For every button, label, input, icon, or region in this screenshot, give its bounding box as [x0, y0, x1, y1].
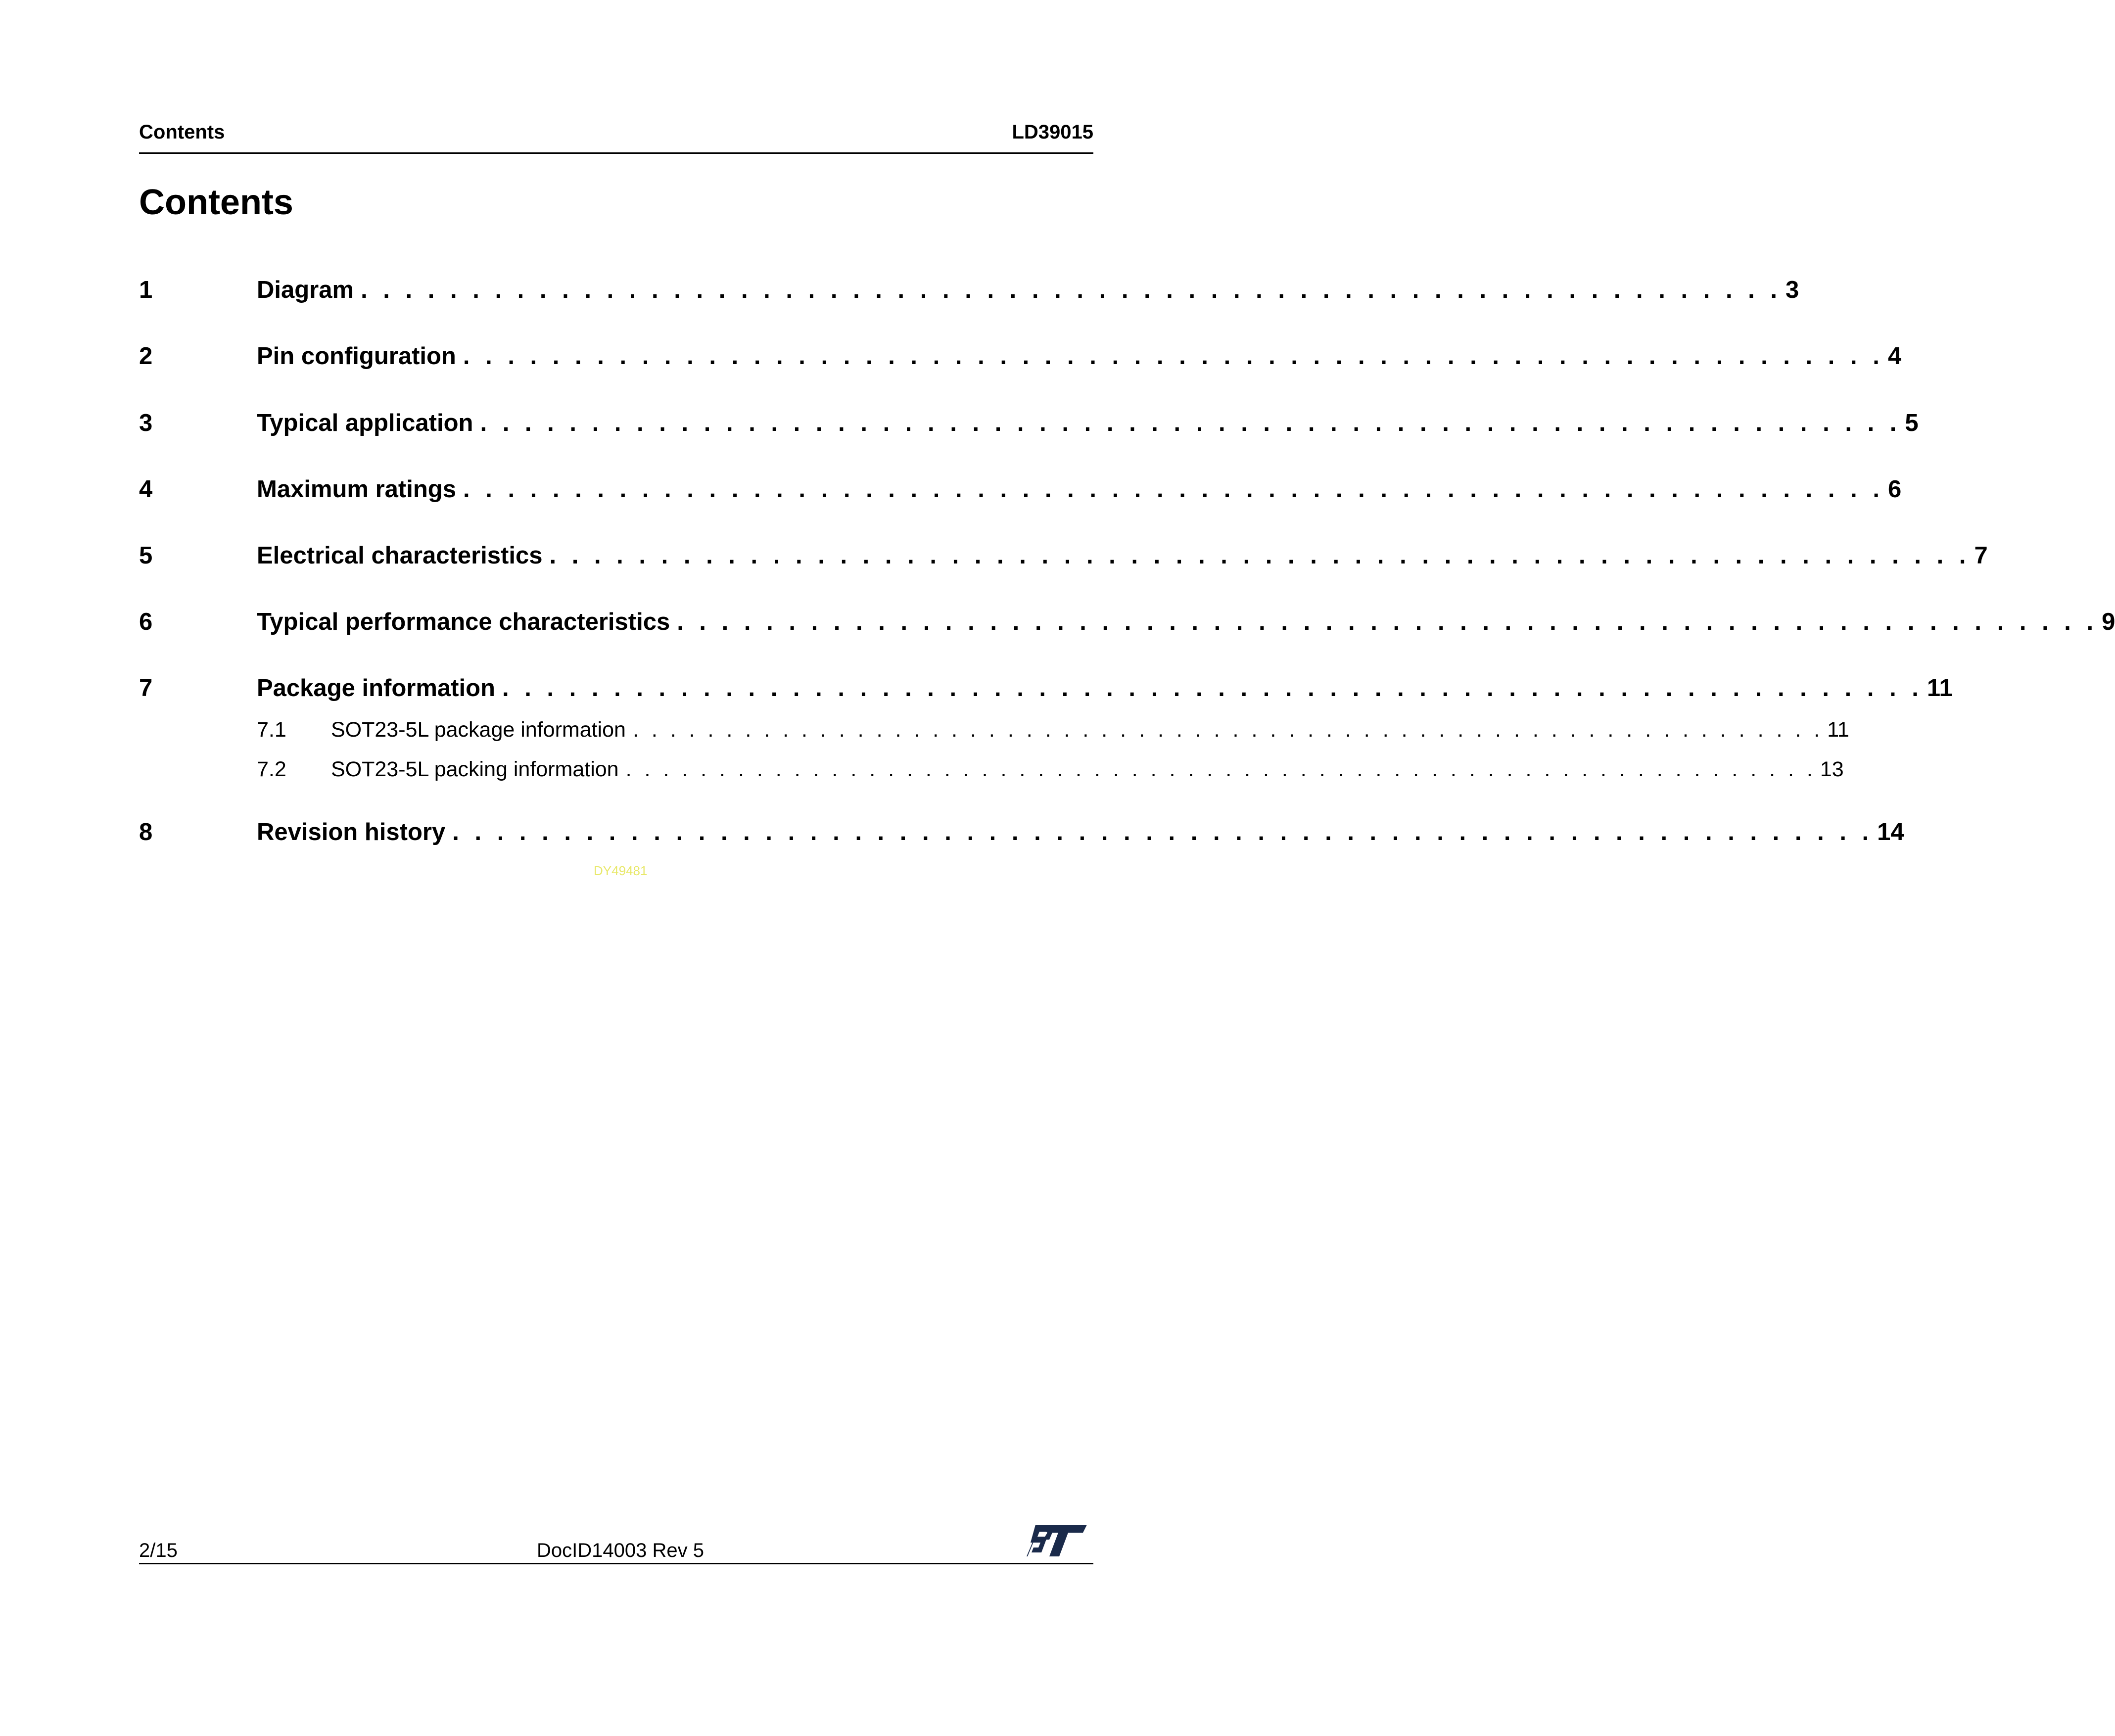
toc-title[interactable]: Revision history [257, 819, 446, 845]
toc-entry-4[interactable] [139, 475, 1902, 503]
toc-page-number[interactable]: 11 [1827, 718, 1849, 742]
toc-number: 5 [139, 542, 153, 569]
toc-page-number[interactable]: 11 [1927, 675, 1953, 702]
header-section-title: Contents [139, 121, 225, 143]
header-part-number: LD39015 [1012, 121, 1093, 143]
toc-number: 2 [139, 343, 153, 370]
toc-leader-dots: . . . . . . . . . . . . . . . . . . . . . . . . . . . . . . . . . . . . . . . . . . . . . . . . . . . . . . . . . . . . . . . . [677, 609, 2098, 635]
page-title: Contents [139, 183, 293, 222]
toc-number: 1 [139, 277, 153, 303]
toc-title[interactable]: Diagram [257, 277, 354, 303]
toc-number: 6 [139, 609, 153, 635]
watermark-text: DY49481 [594, 863, 648, 878]
toc-title[interactable]: Electrical characteristics [257, 542, 543, 569]
toc-page-number[interactable]: 5 [1905, 410, 1919, 436]
toc-page-number[interactable]: 3 [1786, 277, 1799, 303]
toc-leader-dots: . . . . . . . . . . . . . . . . . . . . . . . . . . . . . . . . . . . . . . . . . . . . . . . . . . . . . . . . . . . . . . . . [625, 757, 1816, 781]
toc-leader-dots: . . . . . . . . . . . . . . . . . . . . . . . . . . . . . . . . . . . . . . . . . . . . . . . . . . . . . . . . . . . . . . . . [549, 542, 1971, 569]
toc-leader-dots: . . . . . . . . . . . . . . . . . . . . . . . . . . . . . . . . . . . . . . . . . . . . . . . . . . . . . . . . . . . . . . . . [502, 675, 1923, 702]
toc-title[interactable]: Pin configuration [257, 343, 456, 370]
toc-number: 3 [139, 410, 153, 436]
toc-page-number[interactable]: 14 [1877, 819, 1904, 845]
toc-page-number[interactable]: 4 [1887, 343, 1902, 370]
toc-leader-dots: . . . . . . . . . . . . . . . . . . . . . . . . . . . . . . . . . . . . . . . . . . . . . . . . . . . . . . . . . . . . . . . . [480, 410, 1901, 436]
toc-entry-5[interactable] [139, 542, 1988, 569]
toc-number: 7.1 [257, 718, 286, 742]
toc-entry-3[interactable] [139, 409, 1919, 437]
header-rule [139, 152, 1093, 154]
toc-entry-1[interactable] [139, 276, 1799, 304]
toc-title[interactable]: Package information [257, 675, 495, 702]
toc-number: 7.2 [257, 757, 286, 781]
toc-page-number[interactable]: 6 [1887, 476, 1902, 503]
toc-leader-dots: . . . . . . . . . . . . . . . . . . . . . . . . . . . . . . . . . . . . . . . . . . . . . . . . . . . . . . . . . . . . . . . . [632, 718, 1824, 742]
toc-entry-8[interactable] [139, 818, 1904, 846]
toc-title[interactable]: SOT23-5L package information [331, 718, 626, 742]
toc-title[interactable]: Typical application [257, 410, 473, 436]
toc-entry-7-1[interactable] [139, 718, 1849, 742]
toc-entry-7[interactable] [139, 674, 1953, 702]
toc-number: 4 [139, 476, 153, 503]
toc-entry-7-2[interactable] [139, 757, 1844, 782]
toc-leader-dots: . . . . . . . . . . . . . . . . . . . . . . . . . . . . . . . . . . . . . . . . . . . . . . . . . . . . . . . . . . . . . . . . [361, 277, 1782, 303]
toc-leader-dots: . . . . . . . . . . . . . . . . . . . . . . . . . . . . . . . . . . . . . . . . . . . . . . . . . . . . . . . . . . . . . . . . [452, 819, 1874, 845]
toc-title[interactable]: Maximum ratings [257, 476, 456, 503]
toc-leader-dots: . . . . . . . . . . . . . . . . . . . . . . . . . . . . . . . . . . . . . . . . . . . . . . . . . . . . . . . . . . . . . . . . [463, 476, 1884, 503]
toc-entry-2[interactable] [139, 342, 1902, 370]
toc-page-number[interactable]: 7 [1974, 542, 1988, 569]
toc-leader-dots: . . . . . . . . . . . . . . . . . . . . . . . . . . . . . . . . . . . . . . . . . . . . . . . . . . . . . . . . . . . . . . . . [463, 343, 1884, 370]
st-logo-icon [1027, 1523, 1088, 1558]
footer-page-number: 2/15 [139, 1540, 178, 1561]
toc-page-number[interactable]: 13 [1820, 757, 1844, 781]
footer-doc-id: DocID14003 Rev 5 [537, 1540, 704, 1561]
toc-title[interactable]: SOT23-5L packing information [331, 757, 619, 781]
toc-number: 8 [139, 819, 153, 845]
toc-title[interactable]: Typical performance characteristics [257, 609, 670, 635]
toc-entry-6[interactable] [139, 608, 2115, 636]
footer-rule [139, 1563, 1093, 1564]
toc-number: 7 [139, 675, 153, 702]
toc-page-number[interactable]: 9 [2102, 609, 2115, 635]
